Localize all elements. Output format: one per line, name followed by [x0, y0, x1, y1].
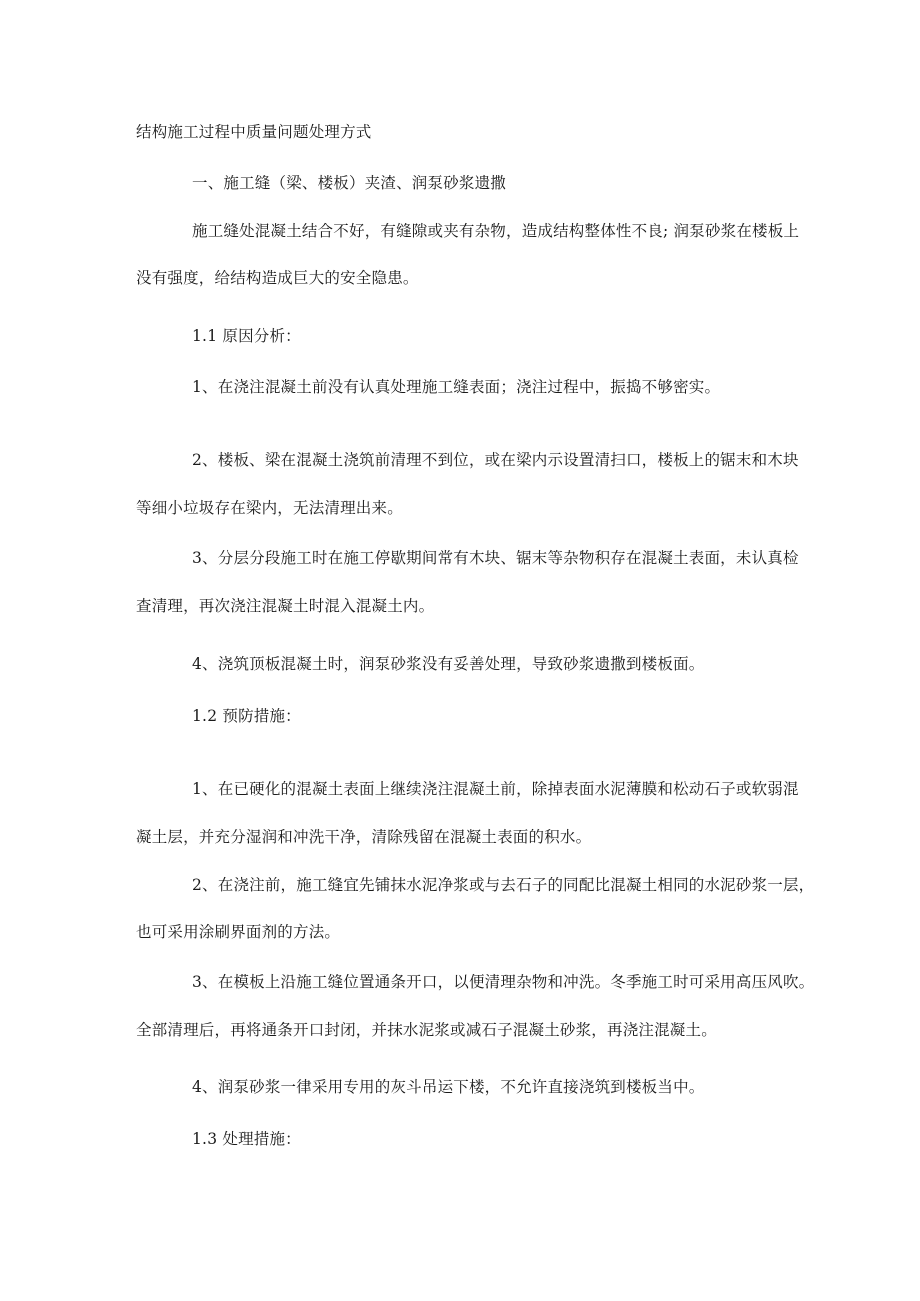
- section-1-2-heading: 1.2 预防措施：: [192, 707, 301, 725]
- cause-item-4: 4、浇筑顶板混凝土时，润泵砂浆没有妥善处理，导致砂浆遗撒到楼板面。: [192, 655, 705, 673]
- prevention-item-2-line-2: 也可采用涂刷界面剂的方法。: [136, 923, 341, 941]
- prevention-item-3-line-2: 全部清理后，再将通条开口封闭，并抹水泥浆或减石子混凝土砂浆，再浇注混凝土。: [136, 1021, 717, 1039]
- intro-paragraph-line-2: 没有强度，给结构造成巨大的安全隐患。: [136, 269, 419, 287]
- prevention-item-1-line-2: 凝土层，并充分湿润和冲洗干净，清除残留在混凝土表面的积水。: [136, 828, 592, 846]
- prevention-item-3-line-1: 3、在模板上沿施工缝位置通条开口，以便清理杂物和冲洗。冬季施工时可采用高压风吹。: [192, 973, 815, 991]
- cause-item-3-line-1: 3、分层分段施工时在施工停歇期间常有木块、锯末等杂物积存在混凝土表面，未认真检: [192, 549, 799, 567]
- section-1-heading: 一、施工缝（梁、楼板）夹渣、润泵砂浆遗撒: [192, 174, 507, 192]
- document-title: 结构施工过程中质量问题处理方式: [136, 123, 372, 141]
- cause-item-1: 1、在浇注混凝土前没有认真处理施工缝表面；浇注过程中，振捣不够密实。: [192, 378, 721, 396]
- prevention-item-1-line-1: 1、在已硬化的混凝土表面上继续浇注混凝土前，除掉表面水泥薄膜和松动石子或软弱混: [192, 780, 799, 798]
- cause-item-2-line-2: 等细小垃圾存在梁内，无法清理出来。: [136, 499, 403, 517]
- section-1-1-heading: 1.1 原因分析：: [192, 327, 301, 345]
- section-1-3-heading: 1.3 处理措施：: [192, 1130, 301, 1148]
- cause-item-2-line-1: 2、楼板、梁在混凝土浇筑前清理不到位，或在梁内示设置清扫口，楼板上的锯末和木块: [192, 451, 799, 469]
- prevention-item-4: 4、润泵砂浆一律采用专用的灰斗吊运下楼，不允许直接浇筑到楼板当中。: [192, 1078, 705, 1096]
- cause-item-3-line-2: 查清理，再次浇注混凝土时混入混凝土内。: [136, 597, 435, 615]
- prevention-item-2-line-1: 2、在浇注前，施工缝宜先铺抹水泥净浆或与去石子的同配比混凝土相同的水泥砂浆一层，: [192, 876, 815, 894]
- intro-paragraph-line-1: 施工缝处混凝土结合不好，有缝隙或夹有杂物，造成结构整体性不良; 润泵砂浆在楼板上: [192, 222, 800, 240]
